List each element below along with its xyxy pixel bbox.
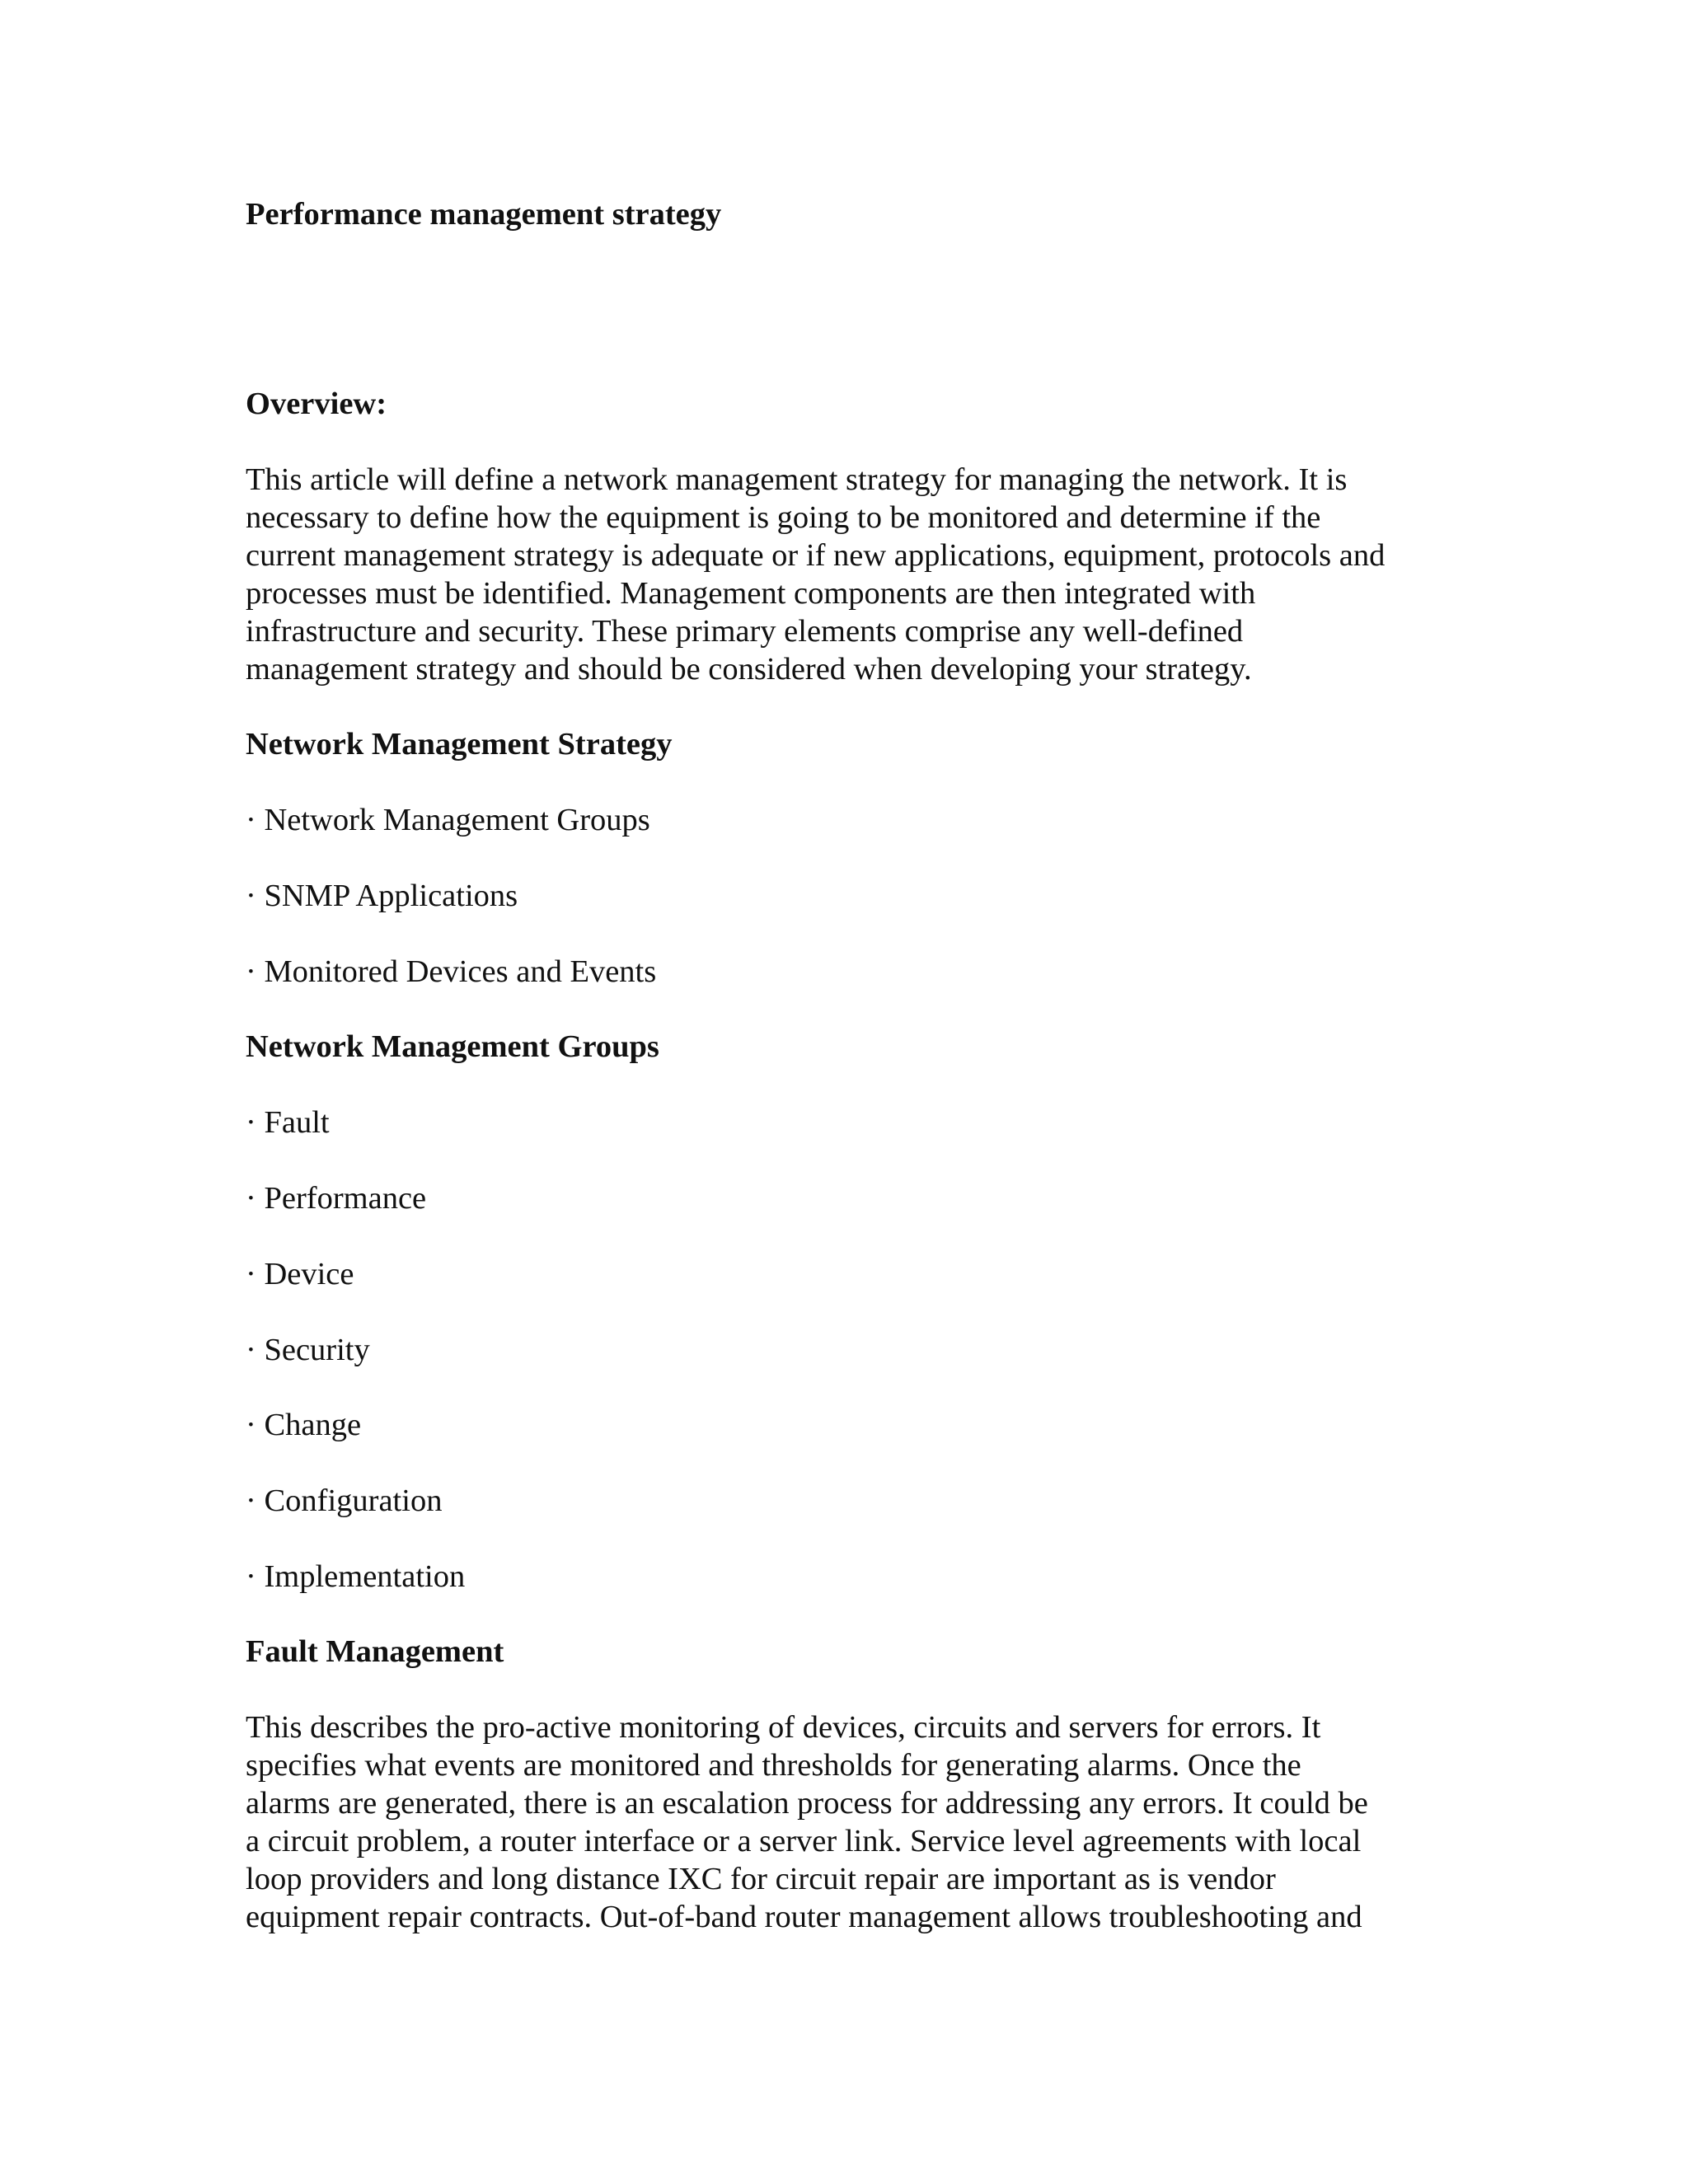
paragraph-line: specifies what events are monitored and thresholds for generating alarms. Once the: [246, 1748, 1301, 1783]
paragraph-line: loop providers and long distance IXC for circuit repair are important as is vendor: [246, 1862, 1276, 1896]
list-item: · Fault: [246, 1105, 330, 1140]
overview-heading: Overview:: [246, 387, 387, 421]
fault-paragraph: [246, 1708, 1368, 1936]
paragraph-line: processes must be identified. Management components are then integrated with: [246, 576, 1256, 611]
paragraph-line: infrastructure and security. These primary elements comprise any well-defined: [246, 614, 1244, 649]
strategy-heading: Network Management Strategy: [246, 727, 673, 762]
page-title: Performance management strategy: [246, 197, 722, 232]
list-item: · Performance: [246, 1181, 427, 1216]
paragraph-line: This describes the pro-active monitoring of devices, circuits and servers for errors. It: [246, 1710, 1321, 1745]
paragraph-line: equipment repair contracts. Out-of-band router management allows troubleshooting and: [246, 1900, 1362, 1934]
list-item: · Configuration: [246, 1483, 443, 1518]
list-item: · SNMP Applications: [246, 879, 518, 913]
list-item: · Change: [246, 1408, 362, 1442]
paragraph-line: a circuit problem, a router interface or a server link. Service level agreements with local: [246, 1824, 1362, 1858]
groups-heading: Network Management Groups: [246, 1029, 659, 1064]
list-item: · Device: [246, 1257, 354, 1291]
paragraph-line: necessary to define how the equipment is going to be monitored and determine if the: [246, 500, 1321, 535]
paragraph-line: management strategy and should be considered when developing your strategy.: [246, 652, 1252, 687]
paragraph-line: This article will define a network management strategy for managing the network. It is: [246, 462, 1348, 497]
list-item: · Security: [246, 1333, 370, 1367]
fault-heading: Fault Management: [246, 1634, 504, 1669]
overview-paragraph: [246, 461, 1385, 688]
list-item: · Network Management Groups: [246, 803, 650, 837]
paragraph-line: current management strategy is adequate or if new applications, equipment, protocols and: [246, 538, 1386, 573]
paragraph-line: alarms are generated, there is an escalation process for addressing any errors. It could be: [246, 1786, 1368, 1821]
list-item: · Implementation: [246, 1559, 466, 1594]
list-item: · Monitored Devices and Events: [246, 954, 657, 989]
